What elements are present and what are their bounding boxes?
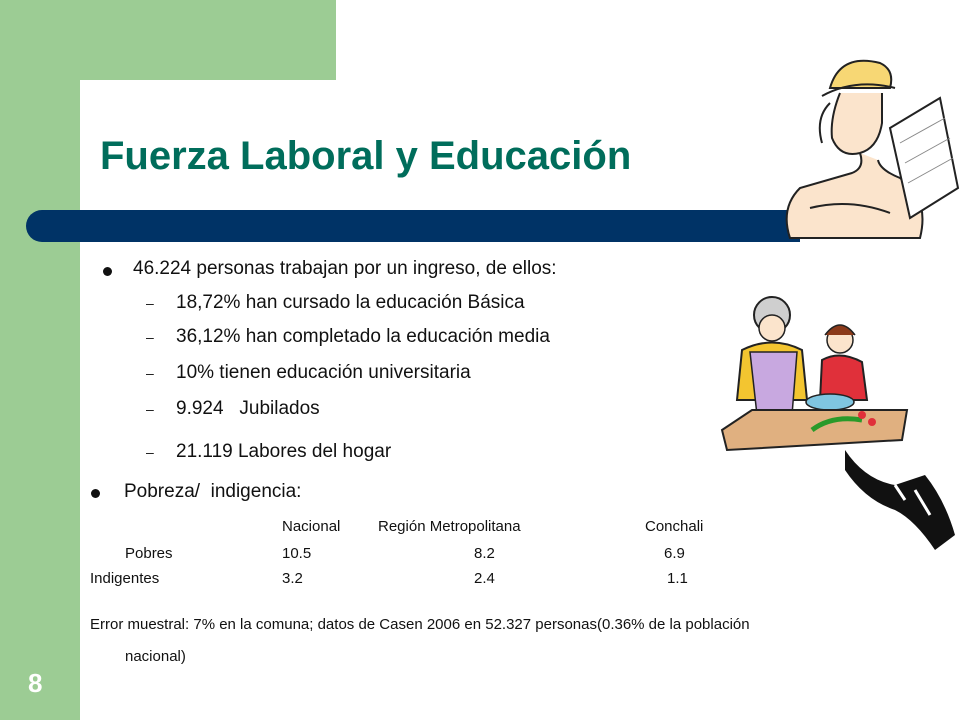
bullet-workers: 46.224 personas trabajan por un ingreso, de ellos: [133, 258, 557, 279]
engineer-clipart [770, 48, 960, 248]
bullet-dot [91, 489, 100, 498]
table-header-region: Región Metropolitana [378, 518, 521, 535]
table-cell: 2.4 [474, 570, 495, 587]
table-cell: 3.2 [282, 570, 303, 587]
left-green-bar [0, 0, 80, 720]
sub-bullet-hogar: 21.119 Labores del hogar [176, 441, 392, 462]
bullet-dot [103, 267, 112, 276]
table-cell: 8.2 [474, 545, 495, 562]
table-row-label: Indigentes [90, 570, 160, 587]
table-cell: 6.9 [664, 545, 685, 562]
hand-clipart [835, 440, 960, 555]
top-green-block [80, 0, 336, 80]
sub-bullet-dash: – [146, 295, 154, 311]
table-header-nacional: Nacional [282, 518, 341, 535]
table-cell: 1.1 [667, 570, 688, 587]
footnote-line2: nacional) [125, 648, 186, 665]
cooking-clipart [712, 290, 912, 460]
sub-bullet-dash: – [146, 444, 154, 460]
table-row-label: Pobres [125, 545, 173, 562]
sub-bullet-dash: – [146, 401, 154, 417]
slide-number: 8 [28, 668, 43, 698]
sub-bullet-basica: 18,72% han cursado la educación Básica [176, 292, 525, 313]
bullet-pobreza: Pobreza/ indigencia: [124, 481, 302, 502]
footnote-line1: Error muestral: 7% en la comuna; datos de Casen 2006 en 52.327 personas(0.36% de la población [90, 616, 750, 633]
sub-bullet-jubilados: 9.924 Jubilados [176, 398, 320, 419]
sub-bullet-media: 36,12% han completado la educación media [176, 326, 550, 347]
sub-bullet-universitaria: 10% tienen educación universitaria [176, 362, 471, 383]
table-cell: 10.5 [282, 545, 312, 562]
table-header-conchali: Conchali [645, 518, 704, 535]
slide-title: Fuerza Laboral y Educación [100, 134, 632, 178]
title-underline-bar [26, 210, 800, 242]
sub-bullet-dash: – [146, 329, 154, 345]
sub-bullet-dash: – [146, 365, 154, 381]
